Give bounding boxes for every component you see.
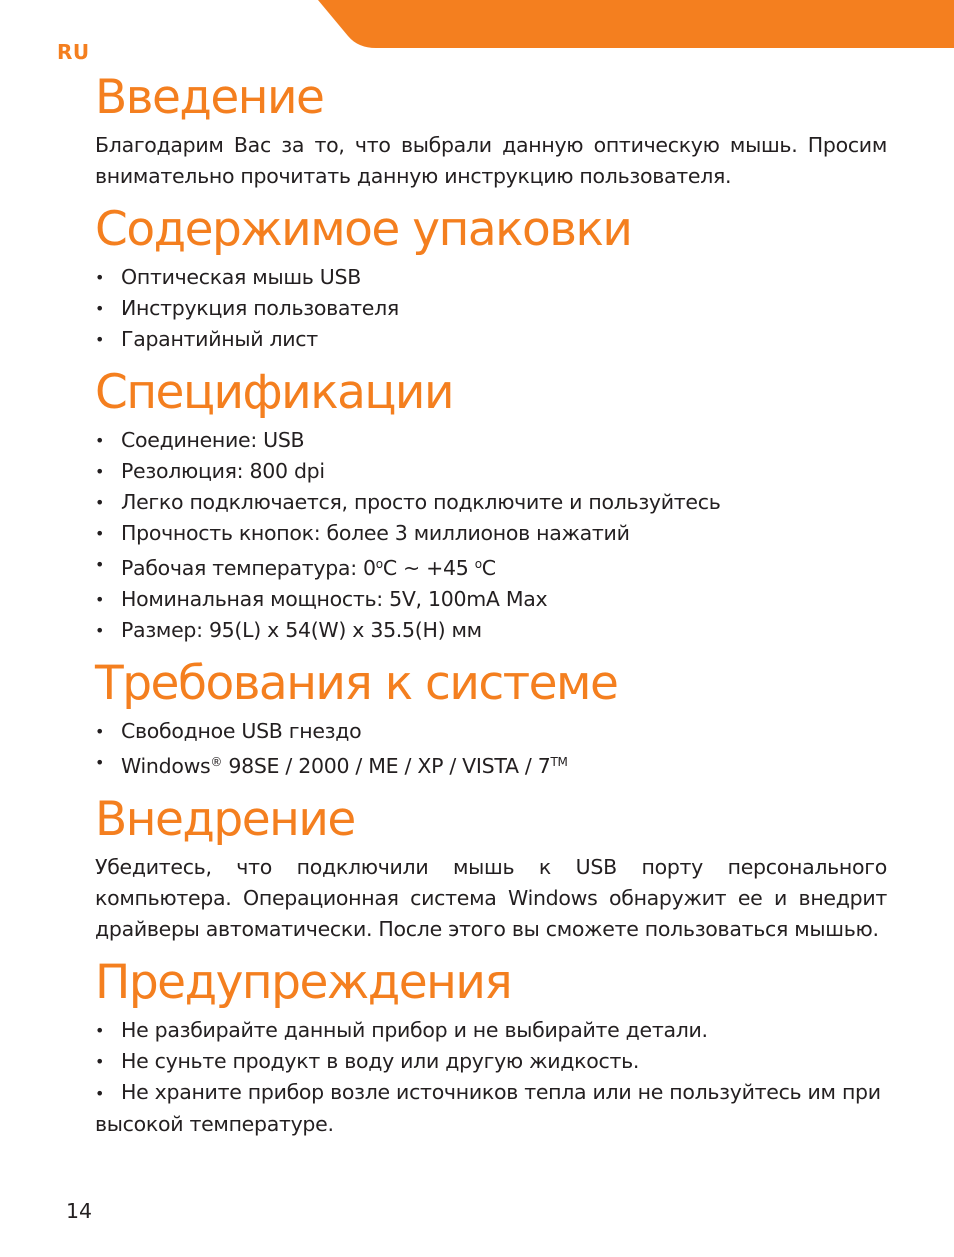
list-item-text: Свободное USB гнездо [121,719,362,743]
list-item-text: Легко подключается, просто подключите и пользуйтесь [121,490,721,514]
bullet-icon: • [95,753,105,772]
bullet-icon: • [95,268,105,287]
language-label: RU [57,40,90,64]
section-title-package: Содержимое упаковки [95,202,632,257]
list-item-text: Размер: 95(L) x 54(W) x 35.5(H) мм [121,618,482,642]
list-item [95,1015,887,1046]
list-item-temperature [95,549,887,584]
list-item-text: Оптическая мышь USB [121,265,361,289]
section-title-warnings: Предупреждения [95,955,512,1010]
bullet-icon: • [95,1084,105,1103]
specs-list [95,425,887,646]
list-item-text: Инструкция пользователя [121,296,399,320]
bullet-icon: • [95,431,105,450]
list-item [95,425,887,456]
windows-prefix: Windows [121,754,211,778]
registered-mark: ® [210,755,223,769]
list-item [95,615,887,646]
bullet-icon: • [95,1021,105,1040]
list-item-text: Соединение: USB [121,428,305,452]
section-title-intro: Введение [95,70,324,125]
list-item-text: Гарантийный лист [121,327,318,351]
bullet-icon: • [95,493,105,512]
package-list [95,262,887,355]
list-item-text: Резолюция: 800 dpi [121,459,325,483]
list-item [95,584,887,615]
list-item [95,716,887,747]
bullet-icon: • [95,462,105,481]
degree-mark: o [474,557,482,571]
trademark-mark: TM [550,755,568,769]
temperature-middle: C ~ +45 [382,556,475,580]
list-item-text: Номинальная мощность: 5V, 100mA Max [121,587,548,611]
bullet-icon: • [95,621,105,640]
section-title-specs: Спецификации [95,365,453,420]
install-paragraph: Убедитесь, что подключили мышь к USB порту персонального компьютера. Операционная система Windows обнаружит ее и внедрит драйверы автоматически. После этого вы сможете пользоваться мышью. [95,855,887,941]
orange-header-tab [0,0,954,48]
list-item [95,324,887,355]
list-item [95,1046,887,1077]
bullet-icon: • [95,1052,105,1071]
list-item [95,456,887,487]
bullet-icon: • [95,722,105,741]
list-item-text: Прочность кнопок: более 3 миллионов нажатий [121,521,630,545]
list-item [95,1077,887,1140]
temperature-suffix: C [481,556,496,580]
list-item-text: Не суньте продукт в воду или другую жидкость. [121,1049,640,1073]
section-title-requirements: Требования к системе [95,656,618,711]
list-item-text: Не храните прибор возле источников тепла или не пользуйтесь им при высокой температуре. [95,1080,881,1136]
list-item [95,293,887,324]
warnings-list [95,1015,887,1140]
temperature-prefix: Рабочая температура: 0 [121,556,376,580]
list-item [95,262,887,293]
degree-mark: o [375,557,383,571]
list-item-windows [95,747,887,782]
list-item-text: Не разбирайте данный прибор и не выбирайте детали. [121,1018,708,1042]
list-item [95,518,887,549]
windows-versions: 98SE / 2000 / ME / XP / VISTA / 7 [222,754,551,778]
intro-paragraph: Благодарим Вас за то, что выбрали данную оптическую мышь. Просим внимательно прочитать данную инструкцию пользователя. [95,133,887,188]
list-item [95,487,887,518]
bullet-icon: • [95,590,105,609]
bullet-icon: • [95,299,105,318]
bullet-icon: • [95,524,105,543]
page-content [95,70,887,1140]
bullet-icon: • [95,330,105,349]
requirements-list [95,716,887,782]
page-number: 14 [66,1199,93,1223]
bullet-icon: • [95,555,105,574]
section-title-install: Внедрение [95,792,355,847]
